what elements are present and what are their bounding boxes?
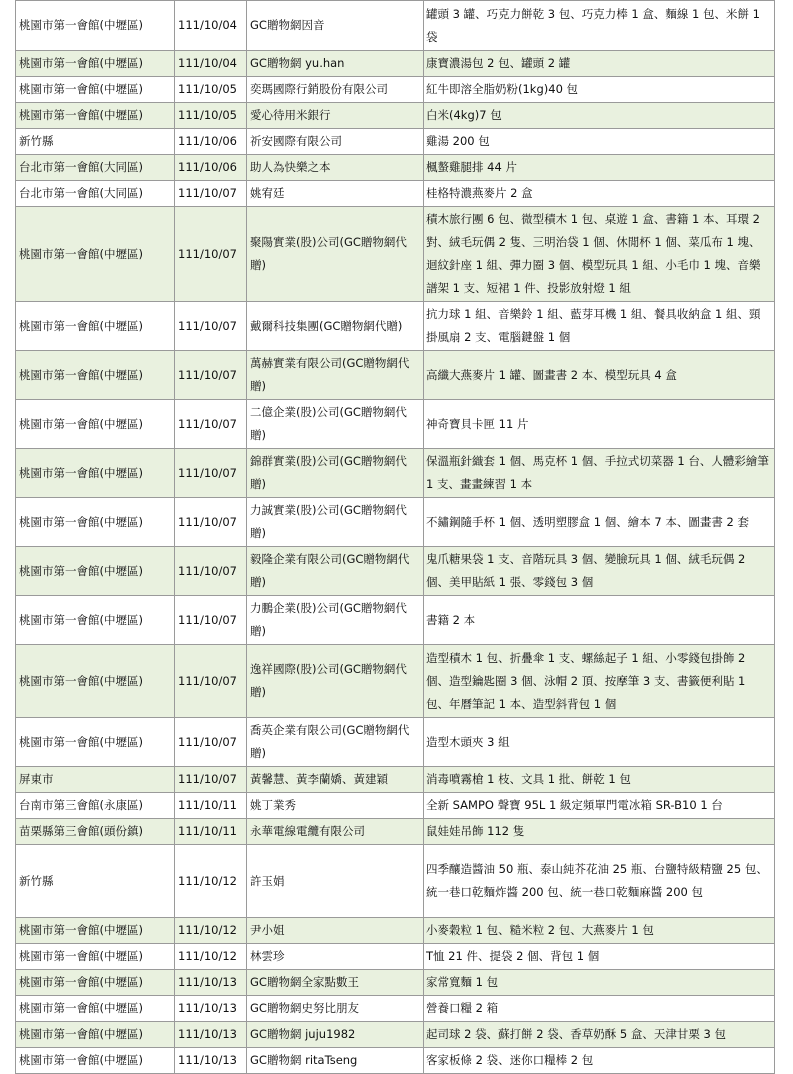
donation-records-sheet xyxy=(15,0,775,1074)
date-cell: 111/10/07 xyxy=(175,767,247,793)
branch-cell: 桃園市第一會館(中壢區) xyxy=(16,351,175,400)
table-row xyxy=(16,596,775,645)
donor-cell: 姚丁業秀 xyxy=(247,793,424,819)
donor-cell: 萬赫實業有限公司(GC贈物網代贈) xyxy=(247,351,424,400)
date-cell: 111/10/12 xyxy=(175,918,247,944)
table-row xyxy=(16,155,775,181)
donor-cell: 喬英企業有限公司(GC贈物網代贈) xyxy=(247,718,424,767)
donor-cell: 愛心待用米銀行 xyxy=(247,103,424,129)
date-cell: 111/10/07 xyxy=(175,449,247,498)
items-cell: 保溫瓶針織套 1 個、馬克杯 1 個、手拉式切菜器 1 台、人體彩繪筆 1 支、畫畫練習 1 本 xyxy=(424,449,775,498)
branch-cell: 台南市第三會館(永康區) xyxy=(16,793,175,819)
branch-cell: 新竹縣 xyxy=(16,129,175,155)
date-cell: 111/10/07 xyxy=(175,596,247,645)
branch-cell: 桃園市第一會館(中壢區) xyxy=(16,51,175,77)
items-cell: 罐頭 3 罐、巧克力餅乾 3 包、巧克力棒 1 盒、麵線 1 包、米餅 1 袋 xyxy=(424,1,775,51)
donor-cell: 錦群實業(股)公司(GC贈物網代贈) xyxy=(247,449,424,498)
date-cell: 111/10/13 xyxy=(175,970,247,996)
date-cell: 111/10/12 xyxy=(175,944,247,970)
items-cell: 營養口糧 2 箱 xyxy=(424,996,775,1022)
table-row xyxy=(16,547,775,596)
items-cell: 書籍 2 本 xyxy=(424,596,775,645)
branch-cell: 桃園市第一會館(中壢區) xyxy=(16,207,175,302)
donor-cell: 姚宥廷 xyxy=(247,181,424,207)
items-cell: 小麥穀粒 1 包、糙米粒 2 包、大燕麥片 1 包 xyxy=(424,918,775,944)
branch-cell: 桃園市第一會館(中壢區) xyxy=(16,718,175,767)
date-cell: 111/10/07 xyxy=(175,181,247,207)
items-cell: 積木旅行團 6 包、微型積木 1 包、桌遊 1 盒、書籍 1 本、耳環 2 對、絨毛玩偶 2 隻、三明治袋 1 個、休閒杯 1 個、菜瓜布 1 塊、迴紋針座 1 組、彈力圈 3 個、模型玩具 1 組、小毛巾 1 塊、音樂譜架 1 支、短裙 1 件、投影放射燈 1 組 xyxy=(424,207,775,302)
table-row xyxy=(16,970,775,996)
table-row xyxy=(16,944,775,970)
donor-cell: 力鵬企業(股)公司(GC贈物網代贈) xyxy=(247,596,424,645)
date-cell: 111/10/04 xyxy=(175,51,247,77)
branch-cell: 桃園市第一會館(中壢區) xyxy=(16,645,175,718)
donor-cell: 力誠實業(股)公司(GC贈物網代贈) xyxy=(247,498,424,547)
date-cell: 111/10/07 xyxy=(175,400,247,449)
items-cell: 抗力球 1 組、音樂鈴 1 組、藍芽耳機 1 組、餐具收納盒 1 組、頸掛風扇 2 支、電腦鍵盤 1 個 xyxy=(424,302,775,351)
date-cell: 111/10/07 xyxy=(175,351,247,400)
branch-cell: 桃園市第一會館(中壢區) xyxy=(16,77,175,103)
date-cell: 111/10/07 xyxy=(175,302,247,351)
items-cell: 客家板條 2 袋、迷你口糧棒 2 包 xyxy=(424,1048,775,1074)
items-cell: 神奇寶貝卡匣 11 片 xyxy=(424,400,775,449)
branch-cell: 桃園市第一會館(中壢區) xyxy=(16,944,175,970)
donation-table-body xyxy=(16,1,775,1074)
branch-cell: 桃園市第一會館(中壢區) xyxy=(16,302,175,351)
table-row xyxy=(16,1,775,51)
items-cell: 康寶濃湯包 2 包、罐頭 2 罐 xyxy=(424,51,775,77)
donor-cell: 聚陽實業(股)公司(GC贈物網代贈) xyxy=(247,207,424,302)
table-row xyxy=(16,845,775,918)
items-cell: 起司球 2 袋、蘇打餅 2 袋、香草奶酥 5 盒、天津甘栗 3 包 xyxy=(424,1022,775,1048)
items-cell: 紅牛即溶全脂奶粉(1kg)40 包 xyxy=(424,77,775,103)
branch-cell: 桃園市第一會館(中壢區) xyxy=(16,596,175,645)
table-row xyxy=(16,449,775,498)
items-cell: 鼠娃娃吊飾 112 隻 xyxy=(424,819,775,845)
date-cell: 111/10/05 xyxy=(175,77,247,103)
branch-cell: 桃園市第一會館(中壢區) xyxy=(16,103,175,129)
items-cell: 四季釀造醬油 50 瓶、泰山純芥花油 25 瓶、台鹽特級精鹽 25 包、統一巷口乾麵炸醬 200 包、統一巷口乾麵麻醬 200 包 xyxy=(424,845,775,918)
date-cell: 111/10/07 xyxy=(175,718,247,767)
branch-cell: 桃園市第一會館(中壢區) xyxy=(16,1048,175,1074)
donor-cell: GC贈物網 juju1982 xyxy=(247,1022,424,1048)
donor-cell: GC贈物網 yu.han xyxy=(247,51,424,77)
date-cell: 111/10/04 xyxy=(175,1,247,51)
branch-cell: 桃園市第一會館(中壢區) xyxy=(16,400,175,449)
items-cell: 消毒噴霧槍 1 枝、文具 1 批、餅乾 1 包 xyxy=(424,767,775,793)
donor-cell: 毅隆企業有限公司(GC贈物網代贈) xyxy=(247,547,424,596)
date-cell: 111/10/13 xyxy=(175,1022,247,1048)
table-row xyxy=(16,918,775,944)
donor-cell: 戴爾科技集團(GC贈物網代贈) xyxy=(247,302,424,351)
branch-cell: 桃園市第一會館(中壢區) xyxy=(16,918,175,944)
items-cell: 造型木頭夾 3 組 xyxy=(424,718,775,767)
table-row xyxy=(16,1048,775,1074)
table-row xyxy=(16,103,775,129)
branch-cell: 屏東市 xyxy=(16,767,175,793)
donation-table xyxy=(15,0,775,1074)
date-cell: 111/10/07 xyxy=(175,498,247,547)
donor-cell: 永華電線電纜有限公司 xyxy=(247,819,424,845)
table-row xyxy=(16,181,775,207)
date-cell: 111/10/07 xyxy=(175,207,247,302)
donor-cell: 奕瑪國際行銷股份有限公司 xyxy=(247,77,424,103)
donor-cell: 助人為快樂之本 xyxy=(247,155,424,181)
items-cell: T恤 21 件、提袋 2 個、背包 1 個 xyxy=(424,944,775,970)
branch-cell: 桃園市第一會館(中壢區) xyxy=(16,970,175,996)
table-row xyxy=(16,302,775,351)
date-cell: 111/10/05 xyxy=(175,103,247,129)
donor-cell: GC贈物網全家點數王 xyxy=(247,970,424,996)
table-row xyxy=(16,498,775,547)
branch-cell: 新竹縣 xyxy=(16,845,175,918)
branch-cell: 桃園市第一會館(中壢區) xyxy=(16,1,175,51)
items-cell: 造型積木 1 包、折疊傘 1 支、螺絲起子 1 組、小零錢包掛飾 2 個、造型鑰匙圈 3 個、泳帽 2 頂、按摩筆 3 支、書籤便利貼 1 包、年曆筆記 1 本、造型斜背包 1 個 xyxy=(424,645,775,718)
table-row xyxy=(16,645,775,718)
branch-cell: 桃園市第一會館(中壢區) xyxy=(16,547,175,596)
table-row xyxy=(16,51,775,77)
date-cell: 111/10/12 xyxy=(175,845,247,918)
items-cell: 不鏽鋼隨手杯 1 個、透明塑膠盒 1 個、繪本 7 本、圖畫書 2 套 xyxy=(424,498,775,547)
items-cell: 楓螯雞腿排 44 片 xyxy=(424,155,775,181)
table-row xyxy=(16,1022,775,1048)
table-row xyxy=(16,718,775,767)
donor-cell: 許玉娟 xyxy=(247,845,424,918)
branch-cell: 桃園市第一會館(中壢區) xyxy=(16,1022,175,1048)
date-cell: 111/10/07 xyxy=(175,645,247,718)
donor-cell: GC贈物網因音 xyxy=(247,1,424,51)
table-row xyxy=(16,129,775,155)
donor-cell: 祈安國際有限公司 xyxy=(247,129,424,155)
donor-cell: 二億企業(股)公司(GC贈物網代贈) xyxy=(247,400,424,449)
table-row xyxy=(16,996,775,1022)
date-cell: 111/10/13 xyxy=(175,1048,247,1074)
date-cell: 111/10/13 xyxy=(175,996,247,1022)
items-cell: 全新 SAMPO 聲寶 95L 1 級定頻單門電冰箱 SR-B10 1 台 xyxy=(424,793,775,819)
donor-cell: 黃馨慧、黃李蘭嬌、黃建穎 xyxy=(247,767,424,793)
branch-cell: 桃園市第一會館(中壢區) xyxy=(16,498,175,547)
items-cell: 高纖大燕麥片 1 罐、圖畫書 2 本、模型玩具 4 盒 xyxy=(424,351,775,400)
date-cell: 111/10/11 xyxy=(175,819,247,845)
items-cell: 白米(4kg)7 包 xyxy=(424,103,775,129)
items-cell: 桂格特濃燕麥片 2 盒 xyxy=(424,181,775,207)
branch-cell: 台北市第一會館(大同區) xyxy=(16,181,175,207)
branch-cell: 桃園市第一會館(中壢區) xyxy=(16,996,175,1022)
table-row xyxy=(16,400,775,449)
donor-cell: 林雲珍 xyxy=(247,944,424,970)
date-cell: 111/10/06 xyxy=(175,129,247,155)
branch-cell: 桃園市第一會館(中壢區) xyxy=(16,449,175,498)
donor-cell: GC贈物網 ritaTseng xyxy=(247,1048,424,1074)
table-row xyxy=(16,351,775,400)
items-cell: 鬼爪糖果袋 1 支、音階玩具 3 個、變臉玩具 1 個、絨毛玩偶 2 個、美甲貼紙 1 張、零錢包 3 個 xyxy=(424,547,775,596)
table-row xyxy=(16,819,775,845)
items-cell: 雞湯 200 包 xyxy=(424,129,775,155)
donor-cell: GC贈物網史努比朋友 xyxy=(247,996,424,1022)
items-cell: 家常寬麵 1 包 xyxy=(424,970,775,996)
table-row xyxy=(16,767,775,793)
branch-cell: 台北市第一會館(大同區) xyxy=(16,155,175,181)
date-cell: 111/10/06 xyxy=(175,155,247,181)
donor-cell: 尹小姐 xyxy=(247,918,424,944)
date-cell: 111/10/07 xyxy=(175,547,247,596)
table-row xyxy=(16,207,775,302)
date-cell: 111/10/11 xyxy=(175,793,247,819)
branch-cell: 苗栗縣第三會館(頭份鎮) xyxy=(16,819,175,845)
table-row xyxy=(16,77,775,103)
donor-cell: 逸祥國際(股)公司(GC贈物網代贈) xyxy=(247,645,424,718)
table-row xyxy=(16,793,775,819)
